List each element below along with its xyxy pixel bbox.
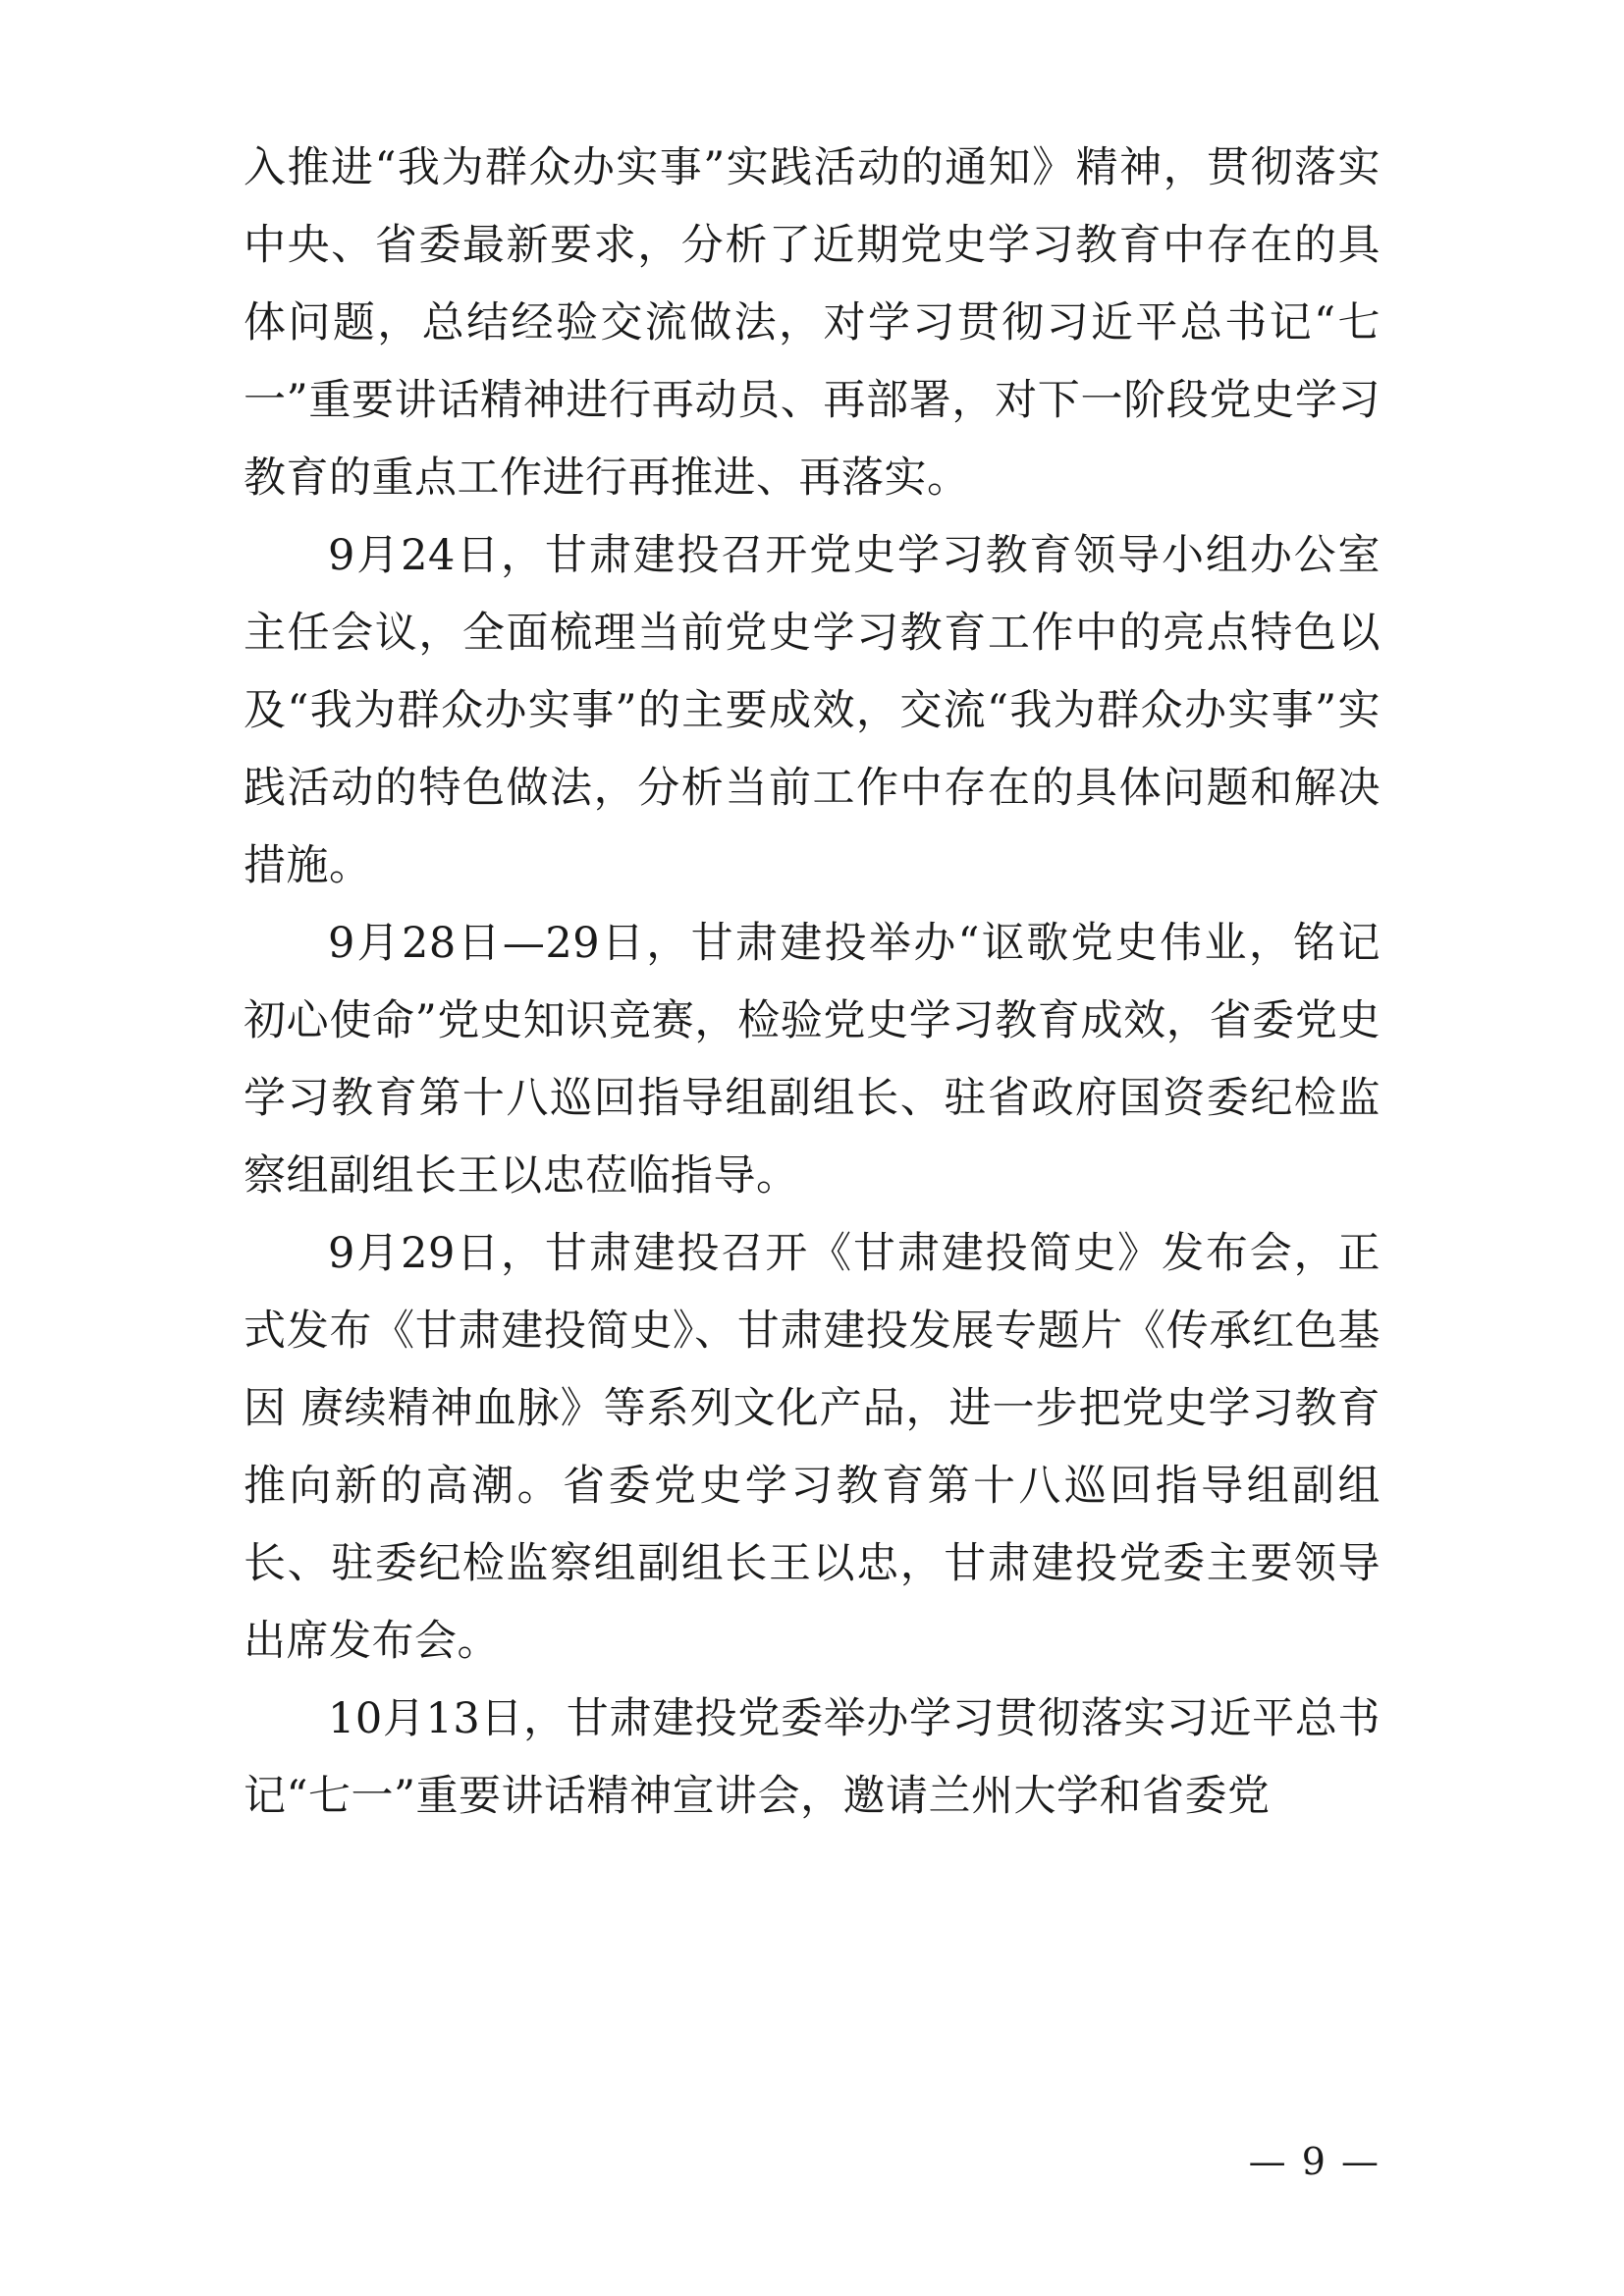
page-number: — 9 —	[1248, 2140, 1380, 2183]
document-body	[244, 130, 1380, 1836]
paragraph: 10月13日，甘肃建投党委举办学习贯彻落实习近平总书记“七一”重要讲话精神宣讲会，邀请兰州大学和省委党	[244, 1694, 1380, 1821]
paragraph: 9月29日，甘肃建投召开《甘肃建投简史》发布会，正式发布《甘肃建投简史》、甘肃建投发展专题片《传承红色基因 赓续精神血脉》等系列文化产品，进一步把党史学习教育推向新的高潮。省委党史学习教育第十八巡回指导组副组长、驻委纪检监察组副组长王以忠，甘肃建投党委主要领导出席发布会。	[244, 1229, 1380, 1666]
paragraph: 9月28日—29日，甘肃建投举办“讴歌党史伟业，铭记初心使命”党史知识竞赛，检验党史学习教育成效，省委党史学习教育第十八巡回指导组副组长、驻省政府国资委纪检监察组副组长王以忠莅临指导。	[244, 919, 1380, 1201]
paragraph-continuation: 入推进“我为群众办实事”实践活动的通知》精神，贯彻落实中央、省委最新要求，分析了近期党史学习教育中存在的具体问题，总结经验交流做法，对学习贯彻习近平总书记“七一”重要讲话精神进行再动员、再部署，对下一阶段党史学习教育的重点工作进行再推进、再落实。	[244, 143, 1380, 503]
paragraph: 9月24日，甘肃建投召开党史学习教育领导小组办公室主任会议，全面梳理当前党史学习教育工作中的亮点特色以及“我为群众办实事”的主要成效，交流“我为群众办实事”实践活动的特色做法，分析当前工作中存在的具体问题和解决措施。	[244, 531, 1380, 890]
